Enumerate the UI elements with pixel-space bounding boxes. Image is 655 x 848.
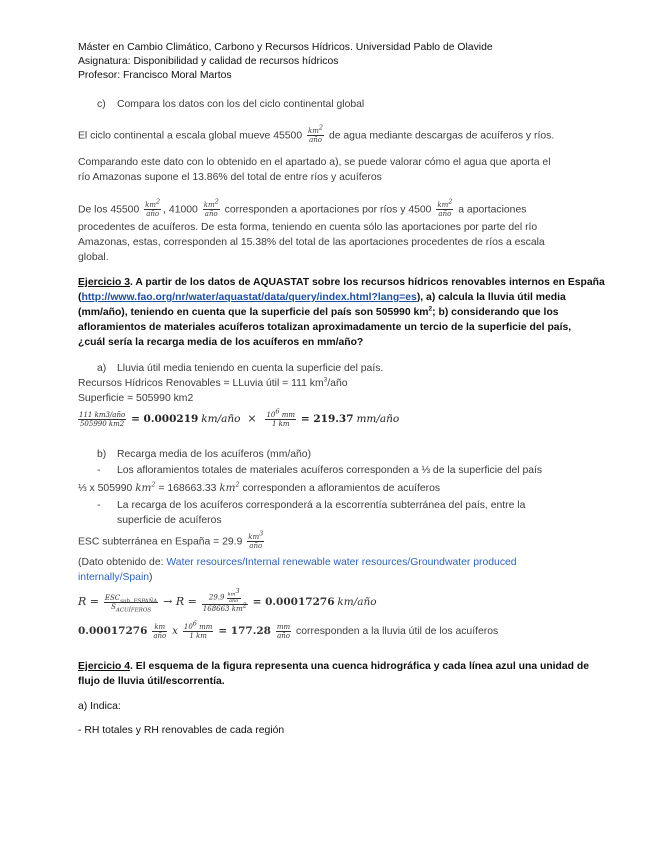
part-c-paragraph-1: El ciclo continental a escala global mueve 45500 $\frac{km^2}{\text{año}}$ de agua mediante descargas de acuíferos y ríos. [78,123,555,144]
part-b-title: Recarga media de los acuíferos (mm/año) [117,449,312,460]
exercise-4-line-2: flujo de lluvia útil/escorrentía. [78,676,225,687]
water-resources-link[interactable]: Water resources/Internal renewable water resources/Groundwater produced [166,557,517,568]
source-line-2: internally/Spain) [78,572,153,583]
exercise-3-label: Ejercicio 3 [78,277,130,288]
part-c-marker: c) [97,99,106,110]
header-line-1: Máster en Cambio Climático, Carbono y Recursos Hídricos. Universidad Pablo de Olavide [78,42,493,53]
unit-km2-per-year: $\frac{km^2}{\text{año}}$ [308,123,324,144]
recharge-equation: R = $\frac{ESC_{sub. ESPAÑA}}{S_{ACUÍFEROS}}$ → R = 29.9 $\frac{km^3}{\text{año}}$ 168663 $km^2$ = 0.00017276 km/año [78,587,377,614]
part-c-paragraph-3-line-1: De los 45500 $\frac{km^2}{\text{año}}$ , 41000 $\frac{km^2}{\text{año}}$ corresponden a aportaciones por ríos y 4500 $\frac{km^2}{\text{año}}$ a aportaciones [78,197,527,218]
aquifer-outcrop-text: Los afloramientos totales de materiales acuíferos corresponden a ⅓ de la superficie del país [117,465,543,476]
part-a-marker: a) [97,363,107,374]
rainfall-equation: $\frac{\text{111 km3/año}}{505990 km2}$ = 0.000219 km/año × $\frac{10^6 mm}{1 km}$ = 219.37 mm/año [79,407,400,428]
part-c-paragraph-2-line-2: río Amazonas supone el 13.86% del total de entre ríos y acuíferos [78,172,382,183]
bullet-dash-1: - [97,465,101,476]
exercise-4-part-a: a) Indica: [78,701,121,712]
water-resources-link-continued[interactable]: internally/Spain [78,572,150,583]
unit-km2-per-year: $\frac{km^2}{\text{año}}$ [203,197,219,218]
renewable-resources-line: Recursos Hídricos Renovables = LLuvia útil = 111 $km^3$/año [78,376,348,389]
exercise-3-line-4: afloramientos de materiales acuíferos totalizan aproximadamente un tercio de la superficie del país, [78,322,572,333]
exercise-3-line-2: (http://www.fao.org/nr/water/aquastat/data/query/index.html?lang=es), a) calcula la lluvia útil media [78,292,566,303]
exercise-4-line-1: Ejercicio 4. El esquema de la figura representa una cuenca hidrográfica y cada línea azul una unidad de [78,661,590,672]
part-c-paragraph-3-line-2: procedentes de acuíferos. De esta forma, teniendo en cuenta sólo las aportaciones por parte del río [78,222,538,233]
part-a-title: Lluvia útil media teniendo en cuenta la superficie del país. [117,363,384,374]
header-line-2: Asignatura: Disponibilidad y calidad de recursos hídricos [78,56,339,67]
bullet-dash-2: - [97,500,101,511]
recharge-text-line-2: superficie de acuíferos [117,515,222,526]
part-b-marker: b) [97,449,107,460]
exercise-4-item: - RH totales y RH renovables de cada región [78,725,285,736]
final-recharge-equation: 0.00017276 $\frac{km}{\text{año}}$ x $\frac{10^6 mm}{1 km}$ = 177.28 $\frac{mm}{\text{año}}$ corresponden a la lluvia útil de los acuíferos [78,619,499,640]
exercise-3-line-5: ¿cuál sería la recarga media de los acuíferos en mm/año? [78,337,364,348]
unit-km2-per-year: $\frac{km^2}{\text{año}}$ [437,197,453,218]
header-line-3: Profesor: Francisco Moral Martos [78,70,232,81]
part-c-paragraph-3-line-4: global. [78,252,109,263]
recharge-text-line-1: La recarga de los acuíferos corresponderá a la escorrentía subterránea del país, entre la [117,500,526,511]
surface-line: Superficie = 505990 km2 [78,393,194,404]
unit-km2-per-year: $\frac{km^2}{\text{año}}$ [145,197,161,218]
groundwater-runoff-line: ESC subterránea en España = 29.9 $\frac{km^3}{\text{año}}$ [78,529,264,550]
outcrop-calculation: ⅓ x 505990 $km^2 = 168663.33$ $km^2$ corresponden a afloramientos de acuíferos [78,480,441,494]
part-c-paragraph-2-line-1: Comparando este dato con lo obtenido en el apartado a), se puede valorar cómo el agua que aporta el [78,157,551,168]
aquastat-link[interactable]: http://www.fao.org/nr/water/aquastat/data/query/index.html?lang=es [81,292,417,303]
part-c-title: Compara los datos con los del ciclo continental global [117,99,365,110]
source-line-1: (Dato obtenido de: Water resources/Internal renewable water resources/Groundwater produced [78,557,517,568]
exercise-3-line-3: (mm/año), teniendo en cuenta que la superficie del país son 505990 $km^2$; b) considerando que los [78,305,559,318]
exercise-3-line-1: Ejercicio 3. A partir de los datos de AQUASTAT sobre los recursos hídricos renovables internos en España [78,277,605,288]
part-c-paragraph-3-line-3: Amazonas, estas, corresponden al 15.38% del total de las aportaciones procedentes de ríos a escala [78,237,545,248]
exercise-4-label: Ejercicio 4 [78,661,130,672]
